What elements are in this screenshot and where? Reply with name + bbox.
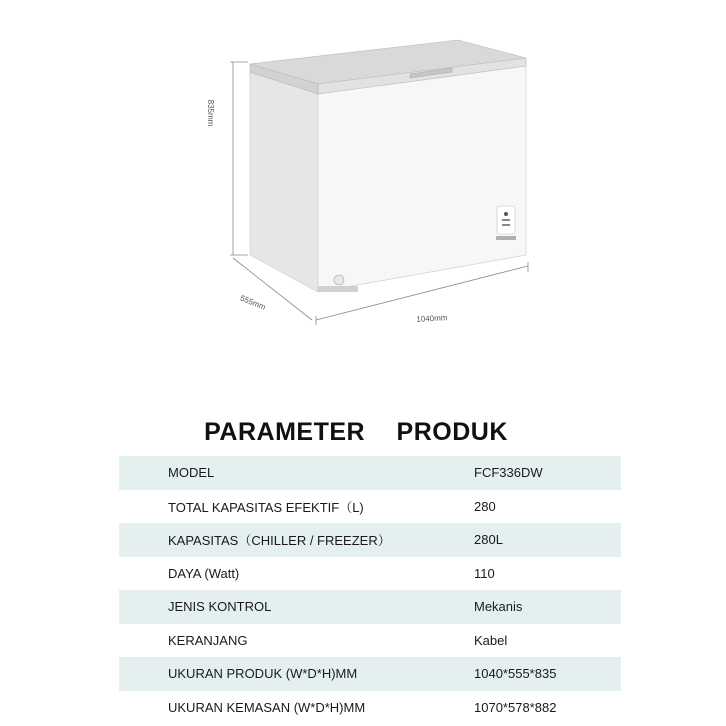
table-row bbox=[119, 557, 621, 591]
spec-table bbox=[119, 456, 621, 724]
spec-label: JENIS KONTROL bbox=[168, 599, 272, 615]
table-row bbox=[119, 624, 621, 658]
spec-label: MODEL bbox=[168, 465, 215, 481]
spec-label: TOTAL KAPASITAS EFEKTIF（L) bbox=[168, 499, 364, 515]
height-label: 835mm bbox=[206, 99, 215, 127]
table-row bbox=[119, 523, 621, 557]
drain-plug bbox=[334, 275, 344, 285]
table-row bbox=[119, 657, 621, 691]
spec-value: Kabel bbox=[474, 632, 508, 648]
spec-label: UKURAN KEMASAN (W*D*H)MM bbox=[168, 699, 366, 715]
spec-value: 1070*578*882 bbox=[474, 699, 557, 715]
table-row bbox=[119, 456, 621, 490]
width-label: 1040mm bbox=[416, 313, 448, 324]
spec-label: UKURAN PRODUK (W*D*H)MM bbox=[168, 666, 358, 682]
spec-value: 280 bbox=[474, 498, 496, 514]
depth-label: 555mm bbox=[238, 293, 267, 312]
table-title: PARAMETER PRODUK bbox=[204, 418, 508, 446]
spec-value: 280L bbox=[474, 532, 503, 548]
spec-label: KAPASITAS（CHILLER / FREEZER） bbox=[168, 533, 391, 549]
spec-value: 110 bbox=[474, 565, 495, 581]
freezer-body bbox=[250, 40, 526, 292]
table-row bbox=[119, 490, 621, 524]
spec-label: KERANJANG bbox=[168, 632, 248, 648]
table-row bbox=[119, 691, 621, 725]
spec-value: Mekanis bbox=[474, 599, 523, 615]
spec-value: 1040*555*835 bbox=[474, 666, 557, 682]
spec-label: DAYA (Watt) bbox=[168, 565, 240, 581]
spec-value: FCF336DW bbox=[474, 465, 543, 481]
table-row bbox=[119, 590, 621, 624]
